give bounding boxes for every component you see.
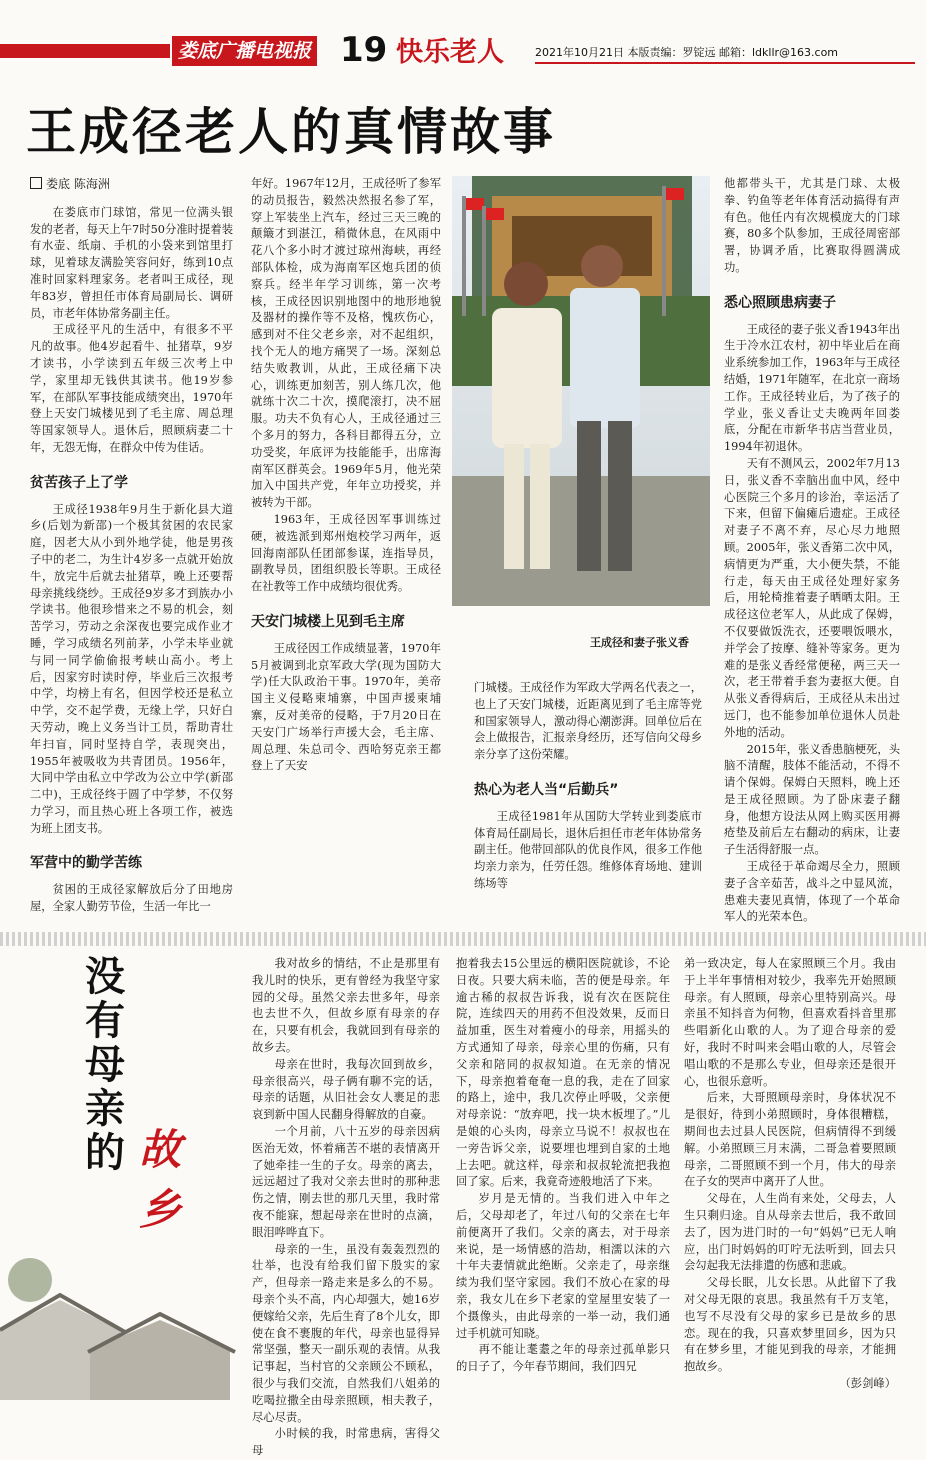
- paragraph: 抱着我去15公里远的横阳医院就诊，不论日夜。只要大病未临，苦的便是母亲。年逾古稀的叔叔告诉我，说有次在医院住院，连续四天的用药不但没效果，反而日益加重，医生对着瘦小的母亲，用摇头的方式通知了母亲，母亲心里的伤痛，只有父亲和陪同的叔叔知道。在无亲的情况下，母亲抱着奄奄一息的我，走在了回家的路上，途中，我几次停止呼吸，父亲便对母亲说：“放弃吧，找一块木板埋了。”儿是娘的心头肉，母亲立马说不！叔叔也在一旁告诉父亲，说要埋也埋到自家的土地上去吧。就这样，母亲和叔叔轮流把我抱回了家。后来，我竟奇迹般地活了下来。: [456, 957, 670, 1189]
- paragraph: 1963年，王成径因军事训练过硬，被选派到郑州炮校学习两年，返回海南部队任团部参谋，连指导员，副教导员，团组织股长等职。王成径在社教等工作中成绩均很优秀。: [251, 512, 441, 594]
- header-rule: [535, 62, 915, 64]
- paragraph: 年好。1967年12月，王成径听了参军的动员报告，毅然决然报名参了军，穿上军装坐上汽车，经过三天三晚的颠簸才到湛江，稍微休息，在风雨中花八个多小时才渡过琼州海峡，再经部队体检，成为海南军区炮兵团的侦察兵。经半年学习训练，第一次考核，王成径因识别地图中的地形地貌及器材的操作等不及格，愧疚伤心，感到对不住父老乡亲，对不起组织，找个无人的地方痛哭了一场。深刻总结失败教训，从此，王成径痛下决心，训练更加刻苦，别人练几次，他就练十次二十次，摸爬滚打，决不屈服。功夫不负有心人，王成径通过三个多月的努力，各科目都得五分，立功受奖，年底评为技能能手，出席海南军区群英会。1969年5月，他光荣加入中国共产党，年年立功授奖，并被转为干部。: [251, 177, 441, 510]
- paragraph: 他都带头干，尤其是门球、太极拳、钓鱼等老年体育活动搞得有声有色。他任内有次规模庞大的门球赛，80多个队参加，王成径周密部署，协调矛盾，比赛取得圆满成功。: [724, 177, 900, 274]
- paragraph: 王成径的妻子张义香1943年出生于冷水江农村，初中毕业后在商业系统参加工作，1963年与王成径结婚，1971年随军，在北京一商场工作。王成径转业后，为了孩子的学业，张义香让丈夫晚两年回娄底，分配在市新华书店当营业员，1994年初退休。: [724, 322, 900, 454]
- article1-column-4: [724, 176, 900, 924]
- article1-column-1: [30, 176, 233, 916]
- paragraph: 贫困的王成径家解放后分了田地房屋，全家人勤劳节俭，生活一年比一: [30, 883, 233, 914]
- article2-title-main: 没有母亲的: [85, 954, 125, 1176]
- paragraph: 2015年，张义香患脑梗死，头脑不清醒，肢体不能活动，不得不请个保姆。保姆白天照料，晚上还是王成径照顾。为了卧床妻子翻身，他想方设法从网上购买医用褥疮垫及前后左右翻动的病床，让妻子生活得舒服一点。: [724, 742, 900, 857]
- subheading: 悉心照顾患病妻子: [724, 294, 836, 311]
- page-number: 19: [340, 30, 388, 70]
- paragraph: 王成径1981年从国防大学转业到娄底市体育局任副局长，退休后担任市老年体协常务副主任。他带回部队的优良作风，很多工作他均亲力亲为，任劳任怨。维修体育场地、建训练场等: [474, 809, 702, 890]
- paragraph: 王成径因工作成绩显著，1970年5月被调到北京军政大学(现为国防大学)任大队政治干事。1970年，美帝国主义侵略柬埔寨，中国声援柬埔寨，反对美帝的侵略，于7月20日在天安门广场举行声援大会，毛主席、周总理、朱总司令、西哈努克亲王都登上了天安: [251, 641, 441, 773]
- byline-box-icon: [30, 177, 42, 189]
- subheading: 天安门城楼上见到毛主席: [251, 613, 405, 630]
- paragraph: 小时候的我，时常患病，害得父母: [252, 1427, 440, 1458]
- subheading: 军营中的勤学苦练: [30, 855, 142, 872]
- newspaper-brand: 娄底广播电视报: [172, 36, 317, 66]
- masthead-bar: [0, 36, 330, 66]
- paragraph: 父母长眠，儿女长思。从此留下了我对父母无限的哀思。我虽然有千万支笔，也写不尽没有父母的家乡已是故乡的思恋。现在的我，只喜欢梦里回乡，因为只有在梦乡里，才能见到我的母亲，才能拥抱故乡。: [684, 1276, 896, 1374]
- section-title: 快乐老人: [396, 37, 504, 68]
- paragraph: 王成径平凡的生活中，有很多不平凡的故事。他4岁起看牛、扯猪草，9岁才读书，小学读到五年级三次考上中学，家里却无钱供其读书。他19岁参军，在部队军事技能成绩突出，1970年登上天安门城楼见到了毛主席、周总理等国家领导人。退休后，照顾病妻二十年，无怨无悔，在群众中传为佳话。: [30, 323, 233, 454]
- paragraph: 天有不测风云，2002年7月13日，张义香不幸脑出血中风，经中心医院三个多月的诊治，幸运活了下来，但留下偏瘫后遗症。王成径对妻子不离不弃，尽心尽力地照顾。2005年，张义香第二次中风，病情更为严重，大小便失禁，不能行走，每天由王成径处理好家务后，用轮椅推着妻子晒晒太阳。王成径这位老军人，从此成了保姆，不仅要做饭洗衣，还要喂饭喂水，并学会了按摩、缝补等家务。更为难的是张义香经常便秘，两三天一次，老王带着手套为妻抠大便。自从张义香得病后，王成径从未出过远门，也不能参加单位退休人员赴外地的活动。: [724, 456, 900, 739]
- article1-column-3: [474, 680, 702, 916]
- byline: [30, 176, 233, 193]
- couple-photo: [452, 176, 710, 606]
- author: （彭剑峰）: [839, 1376, 896, 1390]
- paragraph: 岁月是无情的。当我们进入中年之后，父母却老了，年过八旬的父亲在七年前便离开了我们。父亲的离去，对于母亲来说，是一场情感的浩劫，相濡以沫的六十年夫妻情就此绝断。父亲走了，母亲继续为我们坚守家园。我们不放心在家的母亲，我女儿在乡下老家的堂屋里安装了一个摄像头，由此母亲的一举一动，我们通过手机就可知晓。: [456, 1192, 670, 1340]
- section-divider: [0, 932, 926, 946]
- village-roof-illustration: [0, 1240, 250, 1400]
- page-meta: 2021年10月21日 本版责编：罗锭远 邮箱：ldkllr@163.com: [535, 46, 839, 59]
- paragraph: 母亲在世时，我每次回到故乡，母亲很高兴，母子俩有聊不完的话，母亲的话题，从旧社会女人裹足的悲哀到新中国人民翻身得解放的自豪。: [252, 1057, 440, 1122]
- masthead-red-band: [0, 44, 170, 58]
- article2-column-2: [456, 956, 670, 1396]
- paragraph: 我对故乡的情结，不止是那里有我儿时的快乐，更有曾经为我坚守家园的父母。虽然父亲去世多年，母亲也去世不久，但故乡原有母亲的存在，只要有机会，我就回到有母亲的故乡去。: [252, 957, 440, 1054]
- photo-caption: 王成径和妻子张义香: [590, 636, 689, 649]
- article1-column-2: [251, 176, 441, 916]
- paragraph: 在娄底市门球馆，常见一位满头银发的老者，每天上午7时50分准时提着装有水壶、纸扇、手机的小袋来到馆里打球，见着球友满脸笑容问好，练到10点准时回家料理家务。老者叫王成径，现年83岁，曾担任市体育局副局长、调研员，市老年体协常务副主任。: [30, 205, 233, 320]
- article2-column-3: [684, 956, 896, 1396]
- paragraph: 一个月前，八十五岁的母亲因病医治无效，怀着痛苦不堪的表情离开了她牵挂一生的子女。母亲的离去，远远超过了我对父亲去世时的那种悲伤之情，刚去世的那几天里，我时常夜不能寐，想起母亲在世时的点滴，眼泪哗哗直下。: [252, 1124, 440, 1239]
- paragraph: 父母在，人生尚有来处，父母去，人生只剩归途。自从母亲去世后，我不敢回去了，因为进门时的一句“妈妈”已无人响应，出门时妈妈的叮咛无法听到，回去只会勾起我无法排遣的伤感和悲戚。: [684, 1192, 896, 1273]
- article2-column-1: [252, 956, 440, 1458]
- article-headline: 王成径老人的真情故事: [26, 103, 556, 161]
- couple-photo-illustration: [452, 176, 710, 606]
- byline-text: 娄底 陈海洲: [46, 177, 110, 191]
- paragraph: 王成径于革命竭尽全力，照顾妻子含辛茹苦，战斗之中显风流，患难夫妻见真情，体现了一个革命军人的光荣本色。: [724, 860, 900, 924]
- paragraph: 再不能让耄耋之年的母亲过孤单影只的日子了，今年春节期间，我们四兄: [456, 1343, 670, 1374]
- subheading: 贫苦孩子上了学: [30, 474, 128, 491]
- subheading: 热心为老人当“后勤兵”: [474, 781, 619, 798]
- paragraph: 弟一致决定，每人在家照顾三个月。我由于上半年事情相对较少，我率先开始照顾母亲。有人照顾，母亲心里特别高兴。母亲虽不知抖音为何物，但喜欢看抖音里那些唱新化山歌的人。为了迎合母亲的爱好，我时不时叫来会唱山歌的人，尽管会唱山歌的不是那么专业，但母亲还是很开心，也很乐意听。: [684, 957, 896, 1088]
- paragraph: 门城楼。王成径作为军政大学两名代表之一，也上了天安门城楼，近距离见到了毛主席等党和国家领导人，激动得心潮澎湃。回单位后在会上做报告，汇报亲身经历，还写信向父母乡亲分享了这份荣耀。: [474, 681, 702, 762]
- paragraph: 王成径1938年9月生于新化县大道乡(后划为新邵)一个极其贫困的农民家庭，因老大从小到外地学徒，他是男孩子中的老二，为生计4岁多一点就开始放牛，放完牛后就去扯猪草，晚上还要帮母亲挑线绕纱。王成径9岁多才到族办小学读书。他很珍惜来之不易的机会，刻苦学习，劳动之余深夜也要完成作业才睡，学习成绩名列前茅，小学未毕业就与同一同学偷偷报考峡山高小。考上后，因家穷时读时停，毕业后三次报考中学，均榜上有名，但因学校还是私立中学，交不起学费，无缘上学，只好白天劳动，晚上义务当计工员，帮助青壮年扫盲，同时坚持自学，表现突出，1955年被吸收为共青团员。1956年，大同中学由私立中学改为公立中学(新邵二中)，王成径终于圆了中学梦，不仅努力学习，而且热心班上各项工作，被选为班上团支书。: [30, 502, 233, 835]
- paragraph: 母亲的一生，虽没有轰轰烈烈的壮举，也没有给我们留下殷实的家产，但母亲一路走来是多么的不易。母亲个头不高，内心却强大，她16岁便嫁给父亲，先后生育了8个儿女，即使在食不裹腹的年代，母亲也显得异常坚强，整天一副乐观的表情。从我记事起，当村官的父亲顾公不顾私，很少与我们交流，自然我们八姐弟的吃喝拉撒全由母亲照顾，相夫教子，尽心尽责。: [252, 1242, 440, 1424]
- paragraph: 后来，大哥照顾母亲时，身体状况不是很好，待到小弟照顾时，身体很糟糕，期间也去过县人民医院，但病情得不到缓解。小弟照顾三月末满，二哥急着要照顾母亲，二哥照顾不到一个月，伟大的母亲在子女的哭声中离开了人世。: [684, 1091, 896, 1189]
- article2-title-accent: 故乡: [138, 1125, 181, 1234]
